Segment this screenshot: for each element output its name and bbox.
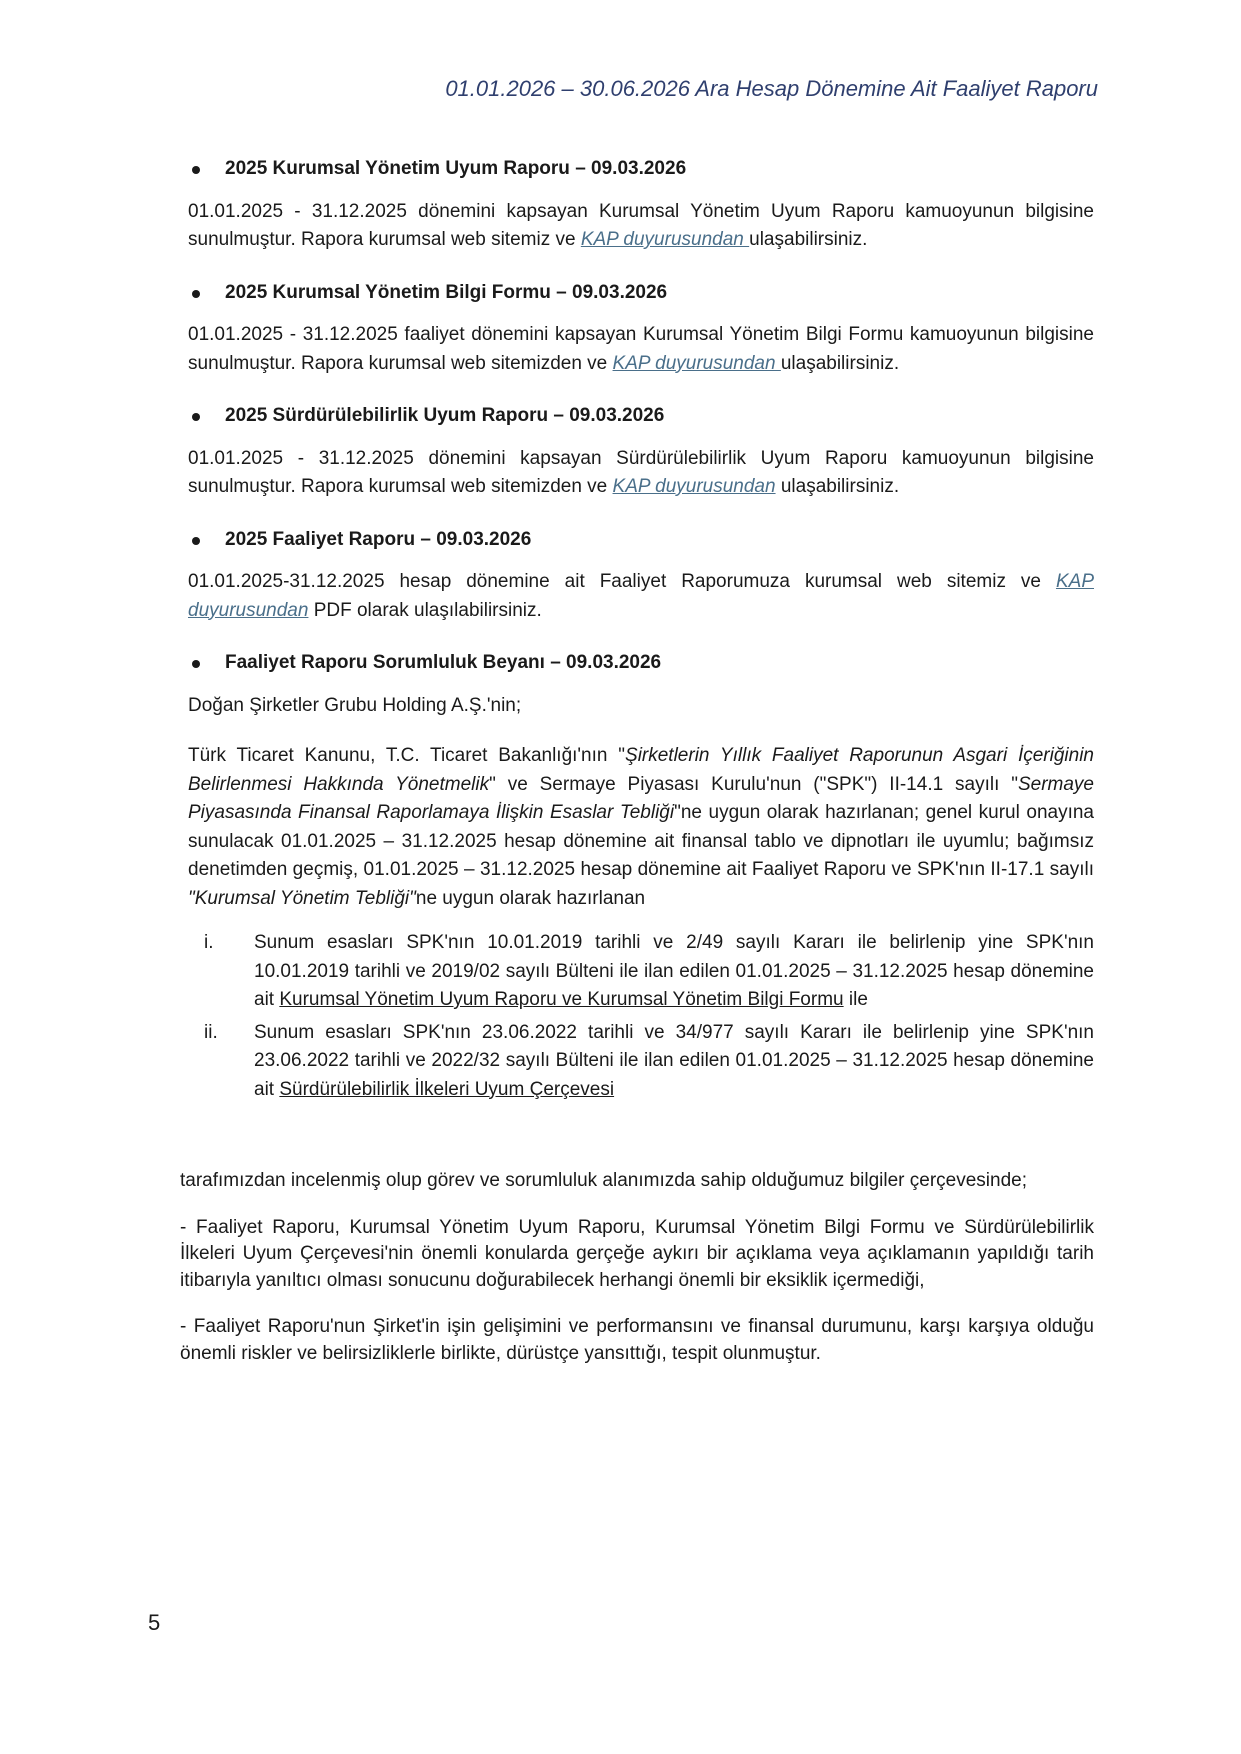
section-text-before: 01.01.2025 - 31.12.2025 faaliyet dönemini kapsayan Kurumsal Yönetim Bilgi Formu kamuoyunun bilgisine sunulmuştur. Rapora kurumsal web sitemizden ve bbox=[188, 324, 1094, 374]
list-item bbox=[188, 1019, 1094, 1105]
conclusion-item: - Faaliyet Raporu'nun Şirket'in işin gelişimini ve performansını ve finansal durumunu, karşı karşıya olduğu önemli riskler ve belirsizliklerle birlikte, dürüstçe yansıttığı, tespit olunmuştur. bbox=[180, 1316, 1094, 1364]
section-heading: Faaliyet Raporu Sorumluluk Beyanı – 09.03.2026 bbox=[188, 649, 1094, 678]
regulation-title: Şirketlerin Yıllık Faaliyet Raporunun Asgari İçeriğinin Belirlenmesi Hakkında Yönetmelik bbox=[188, 745, 1094, 795]
section-heading: 2025 Kurumsal Yönetim Bilgi Formu – 09.03.2026 bbox=[188, 279, 1094, 308]
section-text bbox=[188, 445, 1094, 502]
kap-link[interactable]: KAP duyurusundan bbox=[612, 476, 776, 497]
section-heading: 2025 Kurumsal Yönetim Uyum Raporu – 09.03.2026 bbox=[188, 155, 1094, 184]
section-heading: 2025 Sürdürülebilirlik Uyum Raporu – 09.03.2026 bbox=[188, 402, 1094, 431]
section-faaliyet-raporu bbox=[188, 526, 1094, 626]
kap-link[interactable]: KAP duyurusundan bbox=[580, 229, 750, 250]
declaration-text: ne uygun olarak hazırlanan bbox=[415, 887, 646, 909]
section-kurumsal-yonetim-uyum-raporu bbox=[188, 155, 1094, 255]
list-item bbox=[188, 929, 1094, 1015]
report-content bbox=[188, 155, 1094, 1126]
numbered-list bbox=[188, 929, 1094, 1104]
list-item-body: Sunum esasları SPK'nın 10.01.2019 tarihli ve 2/49 sayılı Kararı ile belirlenip yine SPK'nın 10.01.2019 tarihli ve 2019/02 sayılı Bülteni ile ilan edilen 01.01.2025 – 31.12.2025 hesap dönemine ait bbox=[254, 932, 1094, 1010]
section-text bbox=[188, 568, 1094, 625]
declaration-text: "ne uygun olarak hazırlanan; genel kurul onayına sunulacak 01.01.2025 – 31.12.2025 hesap dönemine ait finansal tablo ve dipnotları ile uyumlu; bağımsız denetimden geçmiş, 01.01.2025 – 31.12.2025 hesap dönemine ait Faaliyet Raporu ve SPK'nın II-17.1 sayılı bbox=[188, 802, 1094, 880]
declaration-text: Türk Ticaret Kanunu, T.C. Ticaret Bakanlığı'nın " bbox=[188, 745, 626, 766]
declaration-conclusion bbox=[180, 1168, 1094, 1388]
section-surdurulebilirlik-uyum-raporu bbox=[188, 402, 1094, 502]
section-heading: 2025 Faaliyet Raporu – 09.03.2026 bbox=[188, 526, 1094, 555]
list-item-text bbox=[254, 1019, 1094, 1105]
list-item-after: ile bbox=[843, 989, 868, 1010]
declaration-text: " ve Sermaye Piyasası Kurulu'nun ("SPK") II-14.1 sayılı " bbox=[489, 773, 1018, 795]
conclusion-intro: tarafımızdan incelenmiş olup görev ve sorumluluk alanımızda sahip olduğumuz bilgiler çerçevesinde; bbox=[180, 1170, 1027, 1191]
section-sorumluluk-beyani bbox=[188, 649, 1094, 1104]
declaration-paragraph bbox=[188, 742, 1094, 913]
section-text bbox=[188, 321, 1094, 378]
page-number: 5 bbox=[148, 1610, 161, 1635]
section-text-before: 01.01.2025-31.12.2025 hesap dönemine ait Faaliyet Raporumuza kurumsal web sitemiz ve bbox=[188, 571, 1056, 592]
list-item-text bbox=[254, 929, 1094, 1015]
company-name: Doğan Şirketler Grubu Holding A.Ş.'nin; bbox=[188, 694, 522, 716]
section-kurumsal-yonetim-bilgi-formu bbox=[188, 279, 1094, 379]
report-header: 01.01.2026 – 30.06.2026 Ara Hesap Dönemine Ait Faaliyet Raporu bbox=[445, 76, 1098, 101]
list-item-body: Sunum esasları SPK'nın 23.06.2022 tarihli ve 34/977 sayılı Kararı ile belirlenip yine SPK'nın 23.06.2022 tarihli ve 2022/32 sayılı Bülteni ile ilan edilen 01.01.2025 – 31.12.2025 hesap dönemine ait bbox=[254, 1021, 1094, 1100]
list-item-number: ii. bbox=[204, 1021, 218, 1043]
section-text-after: ulaşabilirsiniz. bbox=[775, 476, 900, 497]
section-text-after: ulaşabilirsiniz. bbox=[749, 229, 868, 250]
list-item-underlined: Sürdürülebilirlik İlkeleri Uyum Çerçevesi bbox=[279, 1078, 615, 1100]
list-item-number: i. bbox=[204, 932, 214, 953]
section-text-before: 01.01.2025 - 31.12.2025 dönemini kapsayan Kurumsal Yönetim Uyum Raporu kamuoyunun bilgisine sunulmuştur. Rapora kurumsal web sitemiz ve bbox=[188, 200, 1094, 250]
section-text-after: PDF olarak ulaşılabilirsiniz. bbox=[308, 599, 542, 621]
kap-link[interactable]: KAP duyurusundan bbox=[188, 571, 1094, 621]
list-item-underlined: Kurumsal Yönetim Uyum Raporu ve Kurumsal Yönetim Bilgi Formu bbox=[279, 989, 844, 1010]
communique-title: "Kurumsal Yönetim Tebliği" bbox=[188, 887, 416, 909]
section-text-before: 01.01.2025 - 31.12.2025 dönemini kapsayan Sürdürülebilirlik Uyum Raporu kamuoyunun bilgisine sunulmuştur. Rapora kurumsal web sitemizden ve bbox=[188, 447, 1094, 497]
section-text-after: ulaşabilirsiniz. bbox=[780, 352, 900, 374]
kap-link[interactable]: KAP duyurusundan bbox=[612, 352, 781, 374]
conclusion-item: - Faaliyet Raporu, Kurumsal Yönetim Uyum Raporu, Kurumsal Yönetim Bilgi Formu ve Sürdürülebilirlik İlkeleri Uyum Çerçevesi'nin önemli konularda gerçeğe aykırı bir açıklama veya açıklamanın yapıldığı tarih itibarıyla yanıltıcı olması sonucunu doğurabilecek herhangi önemli bir eksiklik içermediği, bbox=[180, 1216, 1094, 1291]
communique-title: Sermaye Piyasasında Finansal Raporlamaya İlişkin Esaslar Tebliği bbox=[188, 773, 1094, 823]
section-text bbox=[188, 198, 1094, 255]
